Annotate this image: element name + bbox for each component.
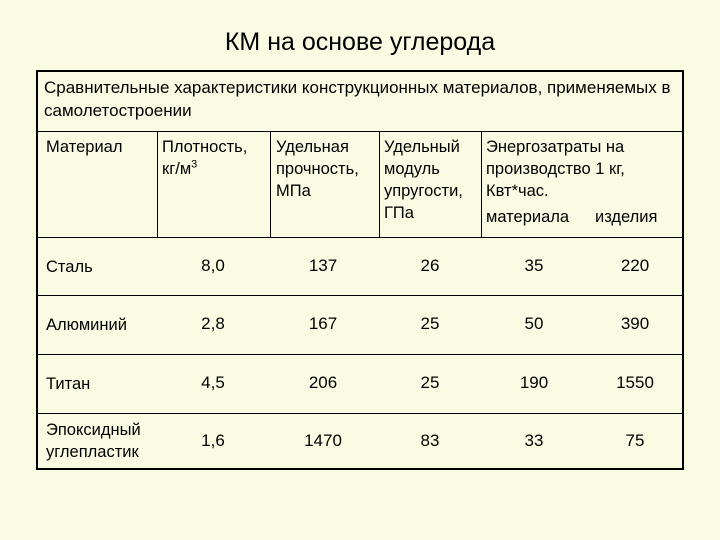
header-energy: Энергозатраты на производство 1 кг, Квт*час. — [486, 138, 625, 200]
header-energy-product: изделия — [595, 208, 658, 226]
cell-material: Титан — [46, 375, 91, 393]
table-caption: Сравнительные характеристики конструкционных материалов, применяемых в самолетостроении — [44, 78, 671, 120]
header-material: Материал — [46, 138, 123, 156]
cell-density: 1,6 — [201, 431, 225, 450]
cell-energy-product: 220 — [620, 256, 650, 275]
cell-energy-product: 75 — [625, 431, 645, 450]
column-divider — [481, 131, 482, 237]
cell-energy-material: 50 — [524, 314, 544, 333]
row-divider — [38, 413, 682, 414]
cell-material: Алюминий — [46, 316, 127, 334]
cell-material: Эпоксидный углепластик — [46, 421, 141, 461]
header-energy-material: материала — [486, 208, 570, 226]
cell-energy-product: 390 — [620, 314, 650, 333]
materials-table — [36, 70, 684, 470]
cell-modulus: 25 — [420, 314, 440, 333]
slide-title: КМ на основе углерода — [224, 28, 496, 56]
cell-strength: 206 — [308, 373, 338, 392]
column-divider — [157, 131, 158, 237]
header-strength: Удельная прочность, МПа — [276, 138, 359, 200]
cell-modulus: 25 — [420, 373, 440, 392]
header-density — [162, 136, 268, 180]
row-divider — [38, 354, 682, 355]
cell-strength: 167 — [308, 314, 338, 333]
cell-material: Сталь — [46, 258, 93, 276]
cell-energy-material: 33 — [524, 431, 544, 450]
cell-density: 8,0 — [201, 256, 225, 275]
cell-modulus: 83 — [420, 431, 440, 450]
column-divider — [379, 131, 380, 237]
cell-modulus: 26 — [420, 256, 440, 275]
column-divider — [270, 131, 271, 237]
header-modulus: Удельный модуль упругости, ГПа — [384, 138, 463, 222]
header-density-exponent: 3 — [191, 158, 198, 171]
cell-energy-material: 35 — [524, 256, 544, 275]
cell-strength: 1470 — [304, 431, 342, 450]
cell-energy-product: 1550 — [616, 373, 654, 392]
caption-divider — [38, 131, 682, 132]
row-divider — [38, 295, 682, 296]
header-density-text: Плотность, кг/м — [162, 138, 248, 178]
header-divider — [38, 237, 682, 238]
cell-energy-material: 190 — [519, 373, 549, 392]
cell-density: 4,5 — [201, 373, 225, 392]
cell-strength: 137 — [308, 256, 338, 275]
cell-density: 2,8 — [201, 314, 225, 333]
